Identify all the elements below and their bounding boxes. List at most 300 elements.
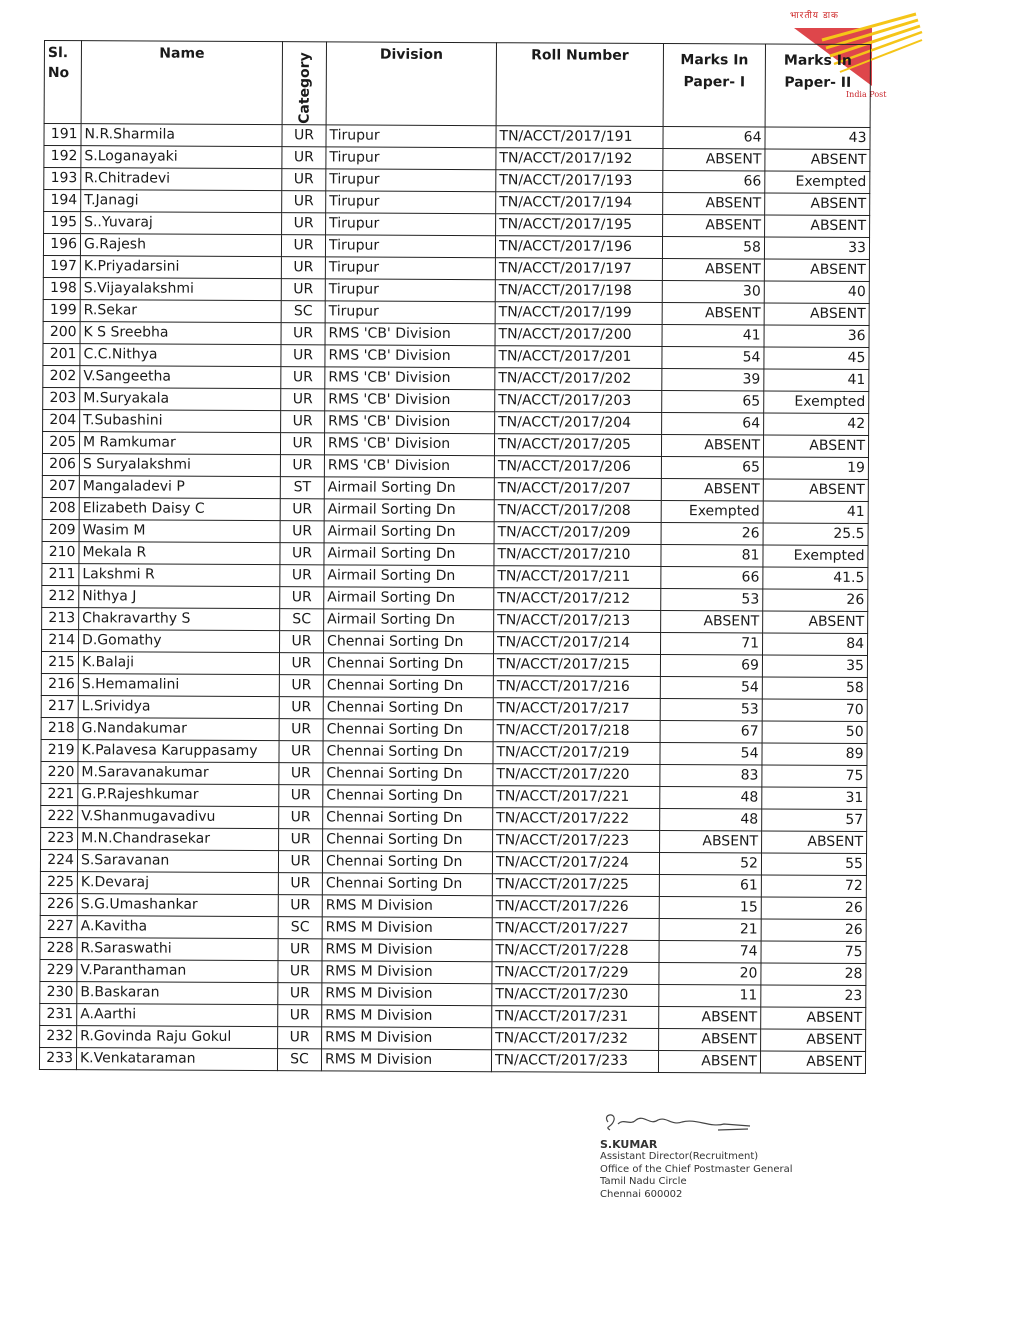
row-category: UR (282, 168, 326, 190)
header-name: Name (81, 41, 282, 125)
row-sl-no: 194 (44, 189, 81, 211)
row-marks-paper-2: 50 (762, 721, 867, 744)
row-name: S.Saravanan (77, 849, 278, 872)
row-category: UR (280, 586, 324, 608)
row-category: SC (277, 1048, 321, 1070)
row-sl-no: 198 (43, 277, 80, 299)
row-sl-no: 208 (42, 497, 79, 519)
row-name: Mekala R (79, 541, 280, 564)
row-category: UR (279, 652, 323, 674)
row-sl-no: 199 (43, 299, 80, 321)
row-sl-no: 214 (42, 629, 79, 651)
row-category: UR (280, 630, 324, 652)
row-name: V.Shanmugavadivu (78, 805, 279, 828)
row-name: K S Sreebha (80, 321, 281, 344)
row-category: UR (281, 278, 325, 300)
row-name: A.Aarthi (77, 1003, 278, 1026)
row-division: RMS M Division (322, 982, 492, 1005)
row-division: RMS M Division (322, 916, 492, 939)
row-marks-paper-1: 74 (659, 940, 761, 962)
row-sl-no: 195 (44, 211, 81, 233)
row-marks-paper-2: 26 (761, 919, 866, 942)
row-sl-no: 201 (43, 343, 80, 365)
row-roll-number: TN/ACCT/2017/233 (491, 1049, 658, 1072)
row-category: UR (278, 938, 322, 960)
row-marks-paper-2: ABSENT (760, 1051, 865, 1074)
row-division: RMS 'CB' Division (324, 432, 494, 455)
row-sl-no: 233 (39, 1047, 76, 1069)
row-name: D.Gomathy (79, 629, 280, 652)
row-marks-paper-2: 84 (763, 633, 868, 656)
row-roll-number: TN/ACCT/2017/214 (494, 631, 661, 654)
row-roll-number: TN/ACCT/2017/191 (496, 125, 663, 148)
row-sl-no: 219 (41, 739, 78, 761)
row-division: RMS M Division (322, 960, 492, 983)
row-name: R.Chitradevi (81, 167, 282, 190)
row-category: ST (280, 476, 324, 498)
header-sl-label: Sl. (47, 45, 69, 62)
row-marks-paper-2: ABSENT (765, 149, 870, 172)
row-category: UR (282, 146, 326, 168)
row-category: UR (278, 1026, 322, 1048)
row-name: S Suryalakshmi (79, 453, 280, 476)
row-division: Chennai Sorting Dn (322, 850, 492, 873)
row-name: M Ramkumar (79, 431, 280, 454)
row-division: Chennai Sorting Dn (323, 806, 493, 829)
row-division: RMS 'CB' Division (325, 366, 495, 389)
row-division: RMS M Division (322, 1004, 492, 1027)
row-marks-paper-1: 54 (660, 742, 762, 764)
row-marks-paper-1: 65 (662, 390, 764, 412)
row-category: UR (280, 454, 324, 476)
row-marks-paper-1: 81 (661, 544, 763, 566)
row-category: UR (279, 696, 323, 718)
row-marks-paper-2: 26 (763, 589, 868, 612)
row-category: UR (280, 564, 324, 586)
row-category: UR (281, 322, 325, 344)
row-marks-paper-2: 26 (761, 897, 866, 920)
row-name: G.Nandakumar (78, 717, 279, 740)
row-marks-paper-1: ABSENT (659, 1028, 761, 1050)
row-roll-number: TN/ACCT/2017/212 (494, 587, 661, 610)
row-marks-paper-2: Exempted (764, 391, 869, 414)
row-category: UR (278, 960, 322, 982)
row-roll-number: TN/ACCT/2017/194 (496, 191, 663, 214)
row-name: M.Saravanakumar (78, 761, 279, 784)
row-division: RMS M Division (322, 938, 492, 961)
row-marks-paper-1: ABSENT (662, 302, 764, 324)
row-category: SC (281, 300, 325, 322)
header-roll-number: Roll Number (496, 43, 663, 126)
row-marks-paper-1: ABSENT (662, 258, 764, 280)
row-category: UR (280, 542, 324, 564)
row-category: UR (282, 190, 326, 212)
row-division: Tirupur (326, 146, 496, 169)
row-marks-paper-2: 35 (762, 655, 867, 678)
row-sl-no: 193 (44, 167, 81, 189)
row-marks-paper-1: 54 (660, 676, 762, 698)
row-category: UR (281, 234, 325, 256)
header-marks-1-line2: Paper- I (683, 74, 746, 91)
row-division: Chennai Sorting Dn (323, 674, 493, 697)
row-division: Tirupur (325, 234, 495, 257)
row-division: RMS 'CB' Division (324, 454, 494, 477)
row-category: UR (278, 982, 322, 1004)
row-division: Airmail Sorting Dn (324, 520, 494, 543)
row-name: T.Subashini (80, 409, 281, 432)
row-sl-no: 191 (44, 123, 81, 145)
row-name: R.Govinda Raju Gokul (77, 1025, 278, 1048)
row-name: S.Loganayaki (81, 145, 282, 168)
logo-hindi-text: भारतीय डाक (790, 11, 839, 21)
row-sl-no: 216 (41, 673, 78, 695)
row-roll-number: TN/ACCT/2017/205 (494, 433, 661, 456)
row-category: UR (279, 784, 323, 806)
row-marks-paper-1: 48 (660, 786, 762, 808)
row-marks-paper-2: 33 (764, 237, 869, 260)
row-category: SC (280, 608, 324, 630)
row-category: UR (278, 872, 322, 894)
row-name: N.R.Sharmila (81, 123, 282, 146)
row-marks-paper-2: ABSENT (763, 435, 868, 458)
row-category: SC (278, 916, 322, 938)
row-roll-number: TN/ACCT/2017/230 (492, 983, 659, 1006)
header-division: Division (326, 42, 496, 125)
row-name: V.Sangeetha (80, 365, 281, 388)
row-name: Nithya J (79, 585, 280, 608)
row-division: Chennai Sorting Dn (324, 630, 494, 653)
logo-english-text: India Post (846, 90, 887, 99)
row-marks-paper-2: Exempted (763, 545, 868, 568)
row-marks-paper-2: ABSENT (765, 215, 870, 238)
row-roll-number: TN/ACCT/2017/198 (495, 279, 662, 302)
row-sl-no: 211 (42, 563, 79, 585)
row-roll-number: TN/ACCT/2017/195 (496, 213, 663, 236)
row-name: Mangaladevi P (79, 475, 280, 498)
row-marks-paper-2: ABSENT (765, 193, 870, 216)
row-name: K.Venkataraman (76, 1047, 277, 1070)
row-name: G.P.Rajeshkumar (78, 783, 279, 806)
row-sl-no: 226 (40, 893, 77, 915)
row-name: Chakravarthy S (79, 607, 280, 630)
row-roll-number: TN/ACCT/2017/215 (493, 653, 660, 676)
row-sl-no: 215 (41, 651, 78, 673)
row-roll-number: TN/ACCT/2017/200 (495, 323, 662, 346)
row-marks-paper-2: 75 (762, 765, 867, 788)
row-sl-no: 217 (41, 695, 78, 717)
row-sl-no: 232 (40, 1025, 77, 1047)
signatory-designation: Assistant Director(Recruitment) (600, 1151, 759, 1162)
row-sl-no: 229 (40, 959, 77, 981)
row-marks-paper-2: ABSENT (764, 303, 869, 326)
row-sl-no: 212 (42, 585, 79, 607)
row-marks-paper-1: 64 (663, 126, 765, 148)
table-body (39, 123, 870, 1073)
row-marks-paper-2: 19 (763, 457, 868, 480)
row-marks-paper-1: ABSENT (659, 1006, 761, 1028)
row-marks-paper-1: 21 (659, 918, 761, 940)
row-marks-paper-2: ABSENT (762, 831, 867, 854)
row-name: G.Rajesh (80, 233, 281, 256)
row-division: Airmail Sorting Dn (324, 498, 494, 521)
row-division: Airmail Sorting Dn (324, 586, 494, 609)
row-category: UR (278, 1004, 322, 1026)
row-division: RMS 'CB' Division (325, 344, 495, 367)
row-marks-paper-1: 11 (659, 984, 761, 1006)
row-name: C.C.Nithya (80, 343, 281, 366)
row-marks-paper-2: ABSENT (764, 259, 869, 282)
row-marks-paper-1: 30 (662, 280, 764, 302)
row-marks-paper-1: 71 (661, 632, 763, 654)
row-name: A.Kavitha (77, 915, 278, 938)
row-name: B.Baskaran (77, 981, 278, 1004)
row-category: UR (282, 212, 326, 234)
row-division: Chennai Sorting Dn (323, 762, 493, 785)
row-division: Airmail Sorting Dn (324, 608, 494, 631)
row-division: RMS M Division (322, 894, 492, 917)
row-marks-paper-1: 66 (663, 170, 765, 192)
row-sl-no: 205 (42, 431, 79, 453)
row-marks-paper-1: 64 (662, 412, 764, 434)
row-roll-number: TN/ACCT/2017/226 (492, 895, 659, 918)
row-division: Airmail Sorting Dn (324, 542, 494, 565)
row-roll-number: TN/ACCT/2017/203 (495, 389, 662, 412)
row-marks-paper-1: ABSENT (658, 1050, 760, 1072)
row-sl-no: 197 (43, 255, 80, 277)
row-sl-no: 224 (40, 849, 77, 871)
row-marks-paper-1: 53 (661, 588, 763, 610)
row-marks-paper-2: 28 (761, 963, 866, 986)
row-sl-no: 200 (43, 321, 80, 343)
row-roll-number: TN/ACCT/2017/209 (494, 521, 661, 544)
row-marks-paper-1: 20 (659, 962, 761, 984)
row-sl-no: 196 (43, 233, 80, 255)
row-roll-number: TN/ACCT/2017/224 (492, 851, 659, 874)
row-division: Tirupur (326, 168, 496, 191)
results-table (39, 40, 871, 1074)
row-category: UR (279, 806, 323, 828)
row-sl-no: 223 (41, 827, 78, 849)
row-roll-number: TN/ACCT/2017/211 (494, 565, 661, 588)
row-roll-number: TN/ACCT/2017/218 (493, 719, 660, 742)
header-sl-no (44, 41, 81, 124)
row-sl-no: 230 (40, 981, 77, 1003)
row-marks-paper-1: Exempted (661, 500, 763, 522)
row-sl-no: 222 (41, 805, 78, 827)
row-name: S.Vijayalakshmi (80, 277, 281, 300)
header-no-label: No (47, 65, 70, 82)
row-sl-no: 206 (42, 453, 79, 475)
row-roll-number: TN/ACCT/2017/201 (495, 345, 662, 368)
header-marks-paper-1 (663, 44, 765, 127)
row-name: M.Suryakala (80, 387, 281, 410)
row-name: K.Palavesa Karuppasamy (78, 739, 279, 762)
row-division: Tirupur (325, 278, 495, 301)
row-sl-no: 220 (41, 761, 78, 783)
row-marks-paper-2: 58 (762, 677, 867, 700)
row-category: UR (280, 520, 324, 542)
row-category: UR (279, 740, 323, 762)
row-marks-paper-2: 41.5 (763, 567, 868, 590)
row-roll-number: TN/ACCT/2017/219 (493, 741, 660, 764)
row-sl-no: 192 (44, 145, 81, 167)
row-marks-paper-2: 70 (762, 699, 867, 722)
row-marks-paper-1: 26 (661, 522, 763, 544)
row-sl-no: 209 (42, 519, 79, 541)
row-division: Airmail Sorting Dn (324, 564, 494, 587)
row-category: UR (281, 256, 325, 278)
row-category: UR (279, 674, 323, 696)
row-marks-paper-1: 39 (662, 368, 764, 390)
row-marks-paper-2: ABSENT (763, 479, 868, 502)
header-category-label: Category (296, 52, 313, 124)
row-name: R.Sekar (80, 299, 281, 322)
signatory-circle: Tamil Nadu Circle (600, 1176, 687, 1187)
row-sl-no: 207 (42, 475, 79, 497)
row-roll-number: TN/ACCT/2017/199 (495, 301, 662, 324)
row-roll-number: TN/ACCT/2017/213 (494, 609, 661, 632)
row-marks-paper-2: 41 (763, 501, 868, 524)
row-marks-paper-2: 57 (762, 809, 867, 832)
row-name: Lakshmi R (79, 563, 280, 586)
row-marks-paper-2: ABSENT (761, 1007, 866, 1030)
row-marks-paper-1: 53 (660, 698, 762, 720)
row-division: Tirupur (325, 256, 495, 279)
row-name: Elizabeth Daisy C (79, 497, 280, 520)
row-name: Wasim M (79, 519, 280, 542)
row-division: Chennai Sorting Dn (322, 872, 492, 895)
row-roll-number: TN/ACCT/2017/197 (495, 257, 662, 280)
row-marks-paper-2: 72 (761, 875, 866, 898)
row-marks-paper-1: 58 (662, 236, 764, 258)
row-division: RMS 'CB' Division (325, 410, 495, 433)
row-name: S.Hemamalini (78, 673, 279, 696)
signature-scrawl-icon (600, 1110, 760, 1134)
row-marks-paper-2: ABSENT (761, 1029, 866, 1052)
row-marks-paper-1: 41 (662, 324, 764, 346)
row-marks-paper-1: 65 (661, 456, 763, 478)
row-category: UR (281, 410, 325, 432)
row-roll-number: TN/ACCT/2017/193 (496, 169, 663, 192)
row-marks-paper-2: 75 (761, 941, 866, 964)
row-marks-paper-1: ABSENT (661, 610, 763, 632)
row-category: UR (280, 498, 324, 520)
row-roll-number: TN/ACCT/2017/202 (495, 367, 662, 390)
row-sl-no: 203 (43, 387, 80, 409)
row-marks-paper-2: 36 (764, 325, 869, 348)
row-marks-paper-1: ABSENT (663, 214, 765, 236)
header-category (282, 42, 326, 125)
row-marks-paper-1: ABSENT (660, 830, 762, 852)
row-marks-paper-1: 83 (660, 764, 762, 786)
row-category: UR (279, 762, 323, 784)
row-marks-paper-1: 15 (659, 896, 761, 918)
row-division: Tirupur (326, 124, 496, 147)
row-division: Chennai Sorting Dn (323, 740, 493, 763)
signature-block (600, 1110, 860, 1201)
row-marks-paper-2: 89 (762, 743, 867, 766)
row-roll-number: TN/ACCT/2017/232 (492, 1027, 659, 1050)
row-division: Tirupur (325, 300, 495, 323)
row-marks-paper-2: 41 (764, 369, 869, 392)
row-roll-number: TN/ACCT/2017/217 (493, 697, 660, 720)
row-roll-number: TN/ACCT/2017/227 (492, 917, 659, 940)
row-sl-no: 202 (43, 365, 80, 387)
row-category: UR (281, 344, 325, 366)
row-roll-number: TN/ACCT/2017/192 (496, 147, 663, 170)
row-name: K.Priyadarsini (80, 255, 281, 278)
signatory-office: Office of the Chief Postmaster General (600, 1163, 793, 1175)
row-name: K.Balaji (78, 651, 279, 674)
row-marks-paper-2: 40 (764, 281, 869, 304)
row-division: RMS 'CB' Division (325, 322, 495, 345)
row-category: UR (279, 828, 323, 850)
row-division: RMS M Division (322, 1026, 492, 1049)
row-marks-paper-1: 69 (660, 654, 762, 676)
row-category: UR (281, 366, 325, 388)
row-division: Tirupur (326, 212, 496, 235)
row-name: L.Srividya (78, 695, 279, 718)
row-division: Tirupur (326, 190, 496, 213)
row-marks-paper-1: ABSENT (661, 478, 763, 500)
row-marks-paper-1: 61 (659, 874, 761, 896)
table-header-row (44, 41, 870, 128)
row-roll-number: TN/ACCT/2017/221 (493, 785, 660, 808)
row-division: Chennai Sorting Dn (323, 652, 493, 675)
row-marks-paper-1: 48 (660, 808, 762, 830)
row-division: Airmail Sorting Dn (324, 476, 494, 499)
row-marks-paper-1: 67 (660, 720, 762, 742)
row-category: UR (278, 850, 322, 872)
table-row (39, 1047, 865, 1073)
row-marks-paper-1: 66 (661, 566, 763, 588)
row-roll-number: TN/ACCT/2017/222 (493, 807, 660, 830)
row-marks-paper-2: 43 (765, 127, 870, 150)
row-category: UR (280, 432, 324, 454)
row-marks-paper-2: 45 (764, 347, 869, 370)
row-sl-no: 204 (43, 409, 80, 431)
row-division: Chennai Sorting Dn (323, 828, 493, 851)
row-marks-paper-1: ABSENT (661, 434, 763, 456)
row-marks-paper-1: 54 (662, 346, 764, 368)
row-sl-no: 228 (40, 937, 77, 959)
row-sl-no: 213 (42, 607, 79, 629)
row-marks-paper-2: ABSENT (763, 611, 868, 634)
row-name: K.Devaraj (77, 871, 278, 894)
row-roll-number: TN/ACCT/2017/210 (494, 543, 661, 566)
row-roll-number: TN/ACCT/2017/231 (492, 1005, 659, 1028)
header-marks-1-line1: Marks In (680, 52, 749, 69)
row-roll-number: TN/ACCT/2017/216 (493, 675, 660, 698)
row-roll-number: TN/ACCT/2017/223 (493, 829, 660, 852)
row-name: V.Paranthaman (77, 959, 278, 982)
row-name: M.N.Chandrasekar (78, 827, 279, 850)
row-roll-number: TN/ACCT/2017/196 (495, 235, 662, 258)
row-roll-number: TN/ACCT/2017/220 (493, 763, 660, 786)
header-marks-2-line1: Marks In (783, 52, 852, 69)
row-marks-paper-1: ABSENT (663, 148, 765, 170)
row-sl-no: 221 (41, 783, 78, 805)
row-division: Chennai Sorting Dn (323, 718, 493, 741)
row-marks-paper-2: 42 (764, 413, 869, 436)
signatory-name: S.KUMAR (600, 1137, 658, 1151)
row-division: RMS 'CB' Division (325, 388, 495, 411)
row-sl-no: 210 (42, 541, 79, 563)
row-roll-number: TN/ACCT/2017/229 (492, 961, 659, 984)
row-category: UR (279, 718, 323, 740)
row-category: UR (281, 388, 325, 410)
row-roll-number: TN/ACCT/2017/207 (494, 477, 661, 500)
